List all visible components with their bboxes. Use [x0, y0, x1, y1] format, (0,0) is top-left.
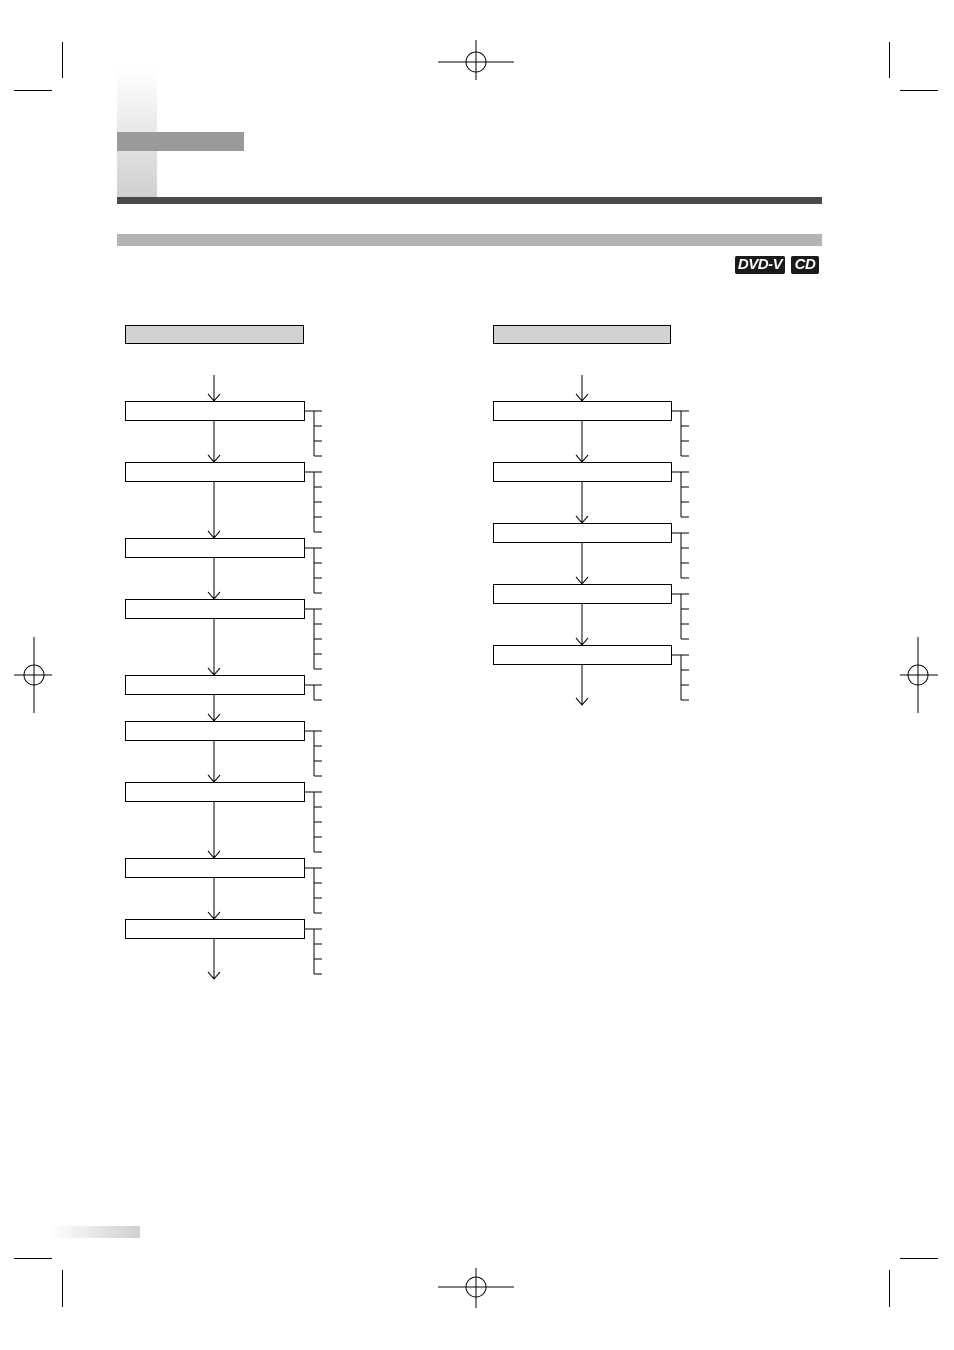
cd-menu-flow-step-4	[494, 585, 672, 604]
dvd-menu-flow-step-2	[126, 463, 305, 482]
cd-menu-flow-step-5	[494, 646, 672, 665]
cd-menu-flow-step-1	[494, 402, 672, 421]
dvd-menu-flow-step-9	[126, 920, 305, 939]
page-number-bar	[48, 1226, 140, 1238]
dvd-menu-flow-step-4	[126, 600, 305, 619]
dvd-menu-flow-step-1	[126, 402, 305, 421]
audio-cd-logo: CD	[791, 256, 819, 274]
cd-menu-flow-step-2	[494, 463, 672, 482]
dvd-video-logo: DVD-V	[735, 256, 785, 274]
dvd-menu-flow-step-6	[126, 722, 305, 741]
dvd-menu-flow-step-7	[126, 783, 305, 802]
dvd-menu-flow-step-8	[126, 859, 305, 878]
cd-menu-flow-step-3	[494, 524, 672, 543]
dvd-menu-flow-step-5	[126, 676, 305, 695]
dvd-menu-flow-step-3	[126, 539, 305, 558]
